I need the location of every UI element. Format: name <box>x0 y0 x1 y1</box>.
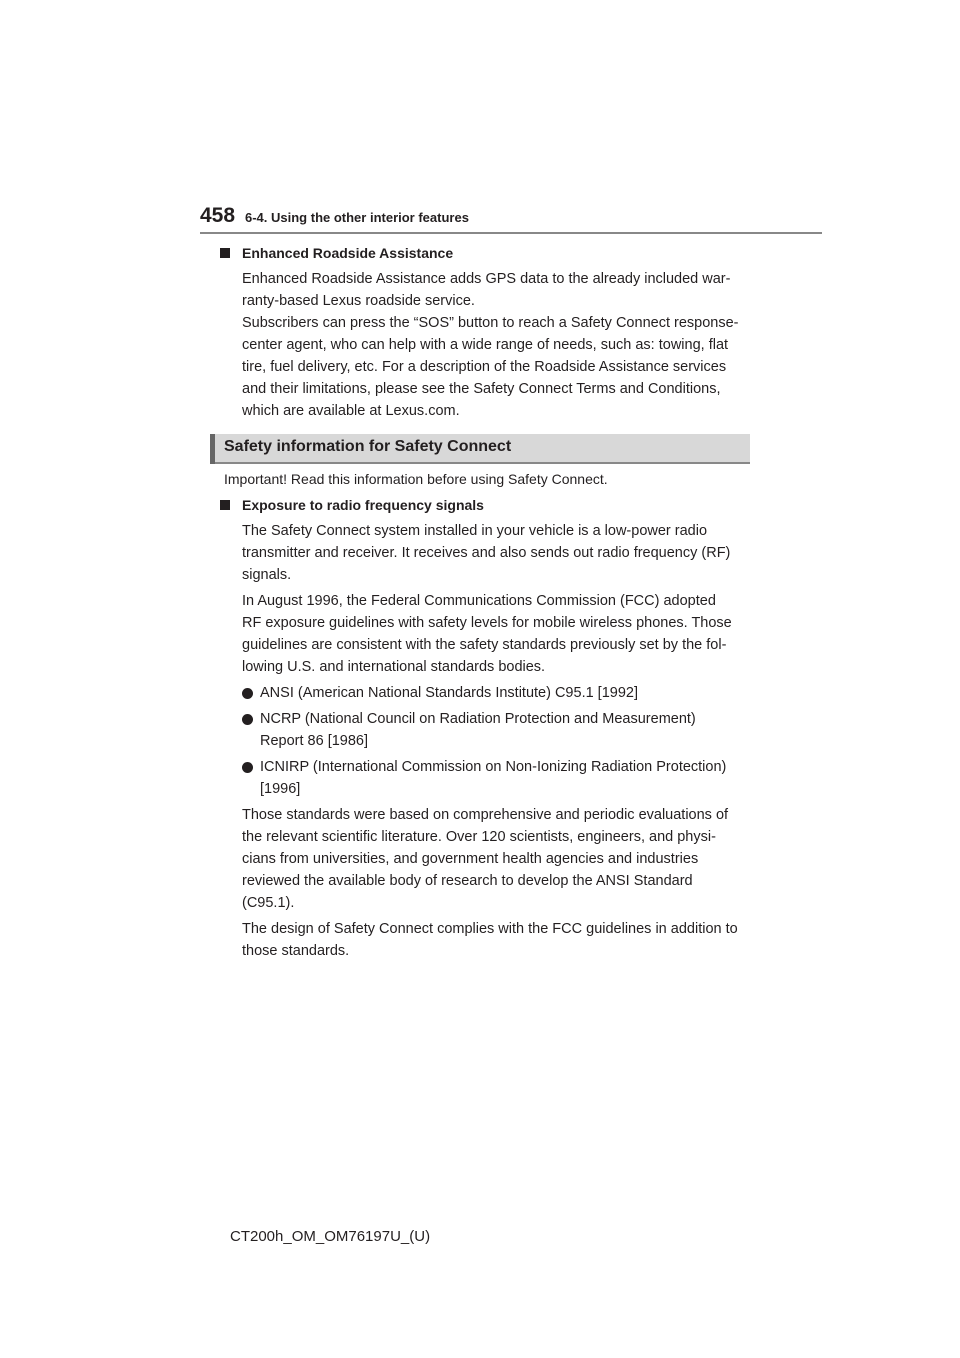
rf-paragraph-4: The design of Safety Connect complies with the FCC guidelines in addition to those standards. <box>242 921 738 959</box>
page-header <box>200 200 822 236</box>
footer-code: CT200h_OM_OM76197U_(U) <box>230 1228 431 1245</box>
rf-paragraph-3: Those standards were based on comprehensive and periodic evaluations of the relevant scientific literature. Over 120 scientists, engineers, and physi- cians from universities, and government health agencies and industries reviewed the available body of research to develop the ANSI Standard (C95.1). <box>242 807 729 911</box>
rf-paragraph-1: The Safety Connect system installed in your vehicle is a low-power radio transmitter and receiver. It receives and also sends out radio frequency (RF) signals. <box>242 523 731 583</box>
banner-title: Safety information for Safety Connect <box>224 438 512 455</box>
round-bullet-icon <box>242 762 253 773</box>
rf-paragraph-2: In August 1996, the Federal Communications Commission (FCC) adopted RF exposure guidelines with safety levels for mobile wireless phones. Those guidelines are consistent with the safety standards previously set by the fol- lowing U.S. and international standards bodies. <box>242 593 732 675</box>
square-bullet-icon <box>220 248 230 258</box>
page-number: 458 <box>200 204 236 227</box>
safety-section <box>210 468 750 962</box>
section-title: 6-4. Using the other interior features <box>245 210 469 225</box>
list-item: ANSI (American National Standards Institute) C95.1 [1992] <box>210 682 750 704</box>
rf-heading: Exposure to radio frequency signals <box>210 494 750 516</box>
list-item: NCRP (National Council on Radiation Protection and Measurement) Report 86 [1986] <box>210 708 750 752</box>
safety-intro: Important! Read this information before using Safety Connect. <box>224 471 608 487</box>
square-bullet-icon <box>220 500 230 510</box>
round-bullet-icon <box>242 714 253 725</box>
header-rule <box>200 232 822 234</box>
section-banner <box>210 434 750 464</box>
list-item: ICNIRP (International Commission on Non-Ionizing Radiation Protection) [1996] <box>210 756 750 800</box>
roadside-section <box>210 242 750 422</box>
round-bullet-icon <box>242 688 253 699</box>
roadside-paragraph-2: Subscribers can press the “SOS” button to reach a Safety Connect response- center agent, who can help with a wide range of needs, such as: towing, flat tire, fuel delivery, etc. For a description of the Roadside Assistance services and their limitations, please see the Safety Connect Terms and Conditions, which are available at Lexus.com. <box>242 315 739 419</box>
roadside-heading: Enhanced Roadside Assistance <box>210 242 750 264</box>
banner-accent-bar <box>210 434 215 464</box>
roadside-paragraph-1: Enhanced Roadside Assistance adds GPS data to the already included war- ranty-based Lexus roadside service. <box>242 271 731 309</box>
